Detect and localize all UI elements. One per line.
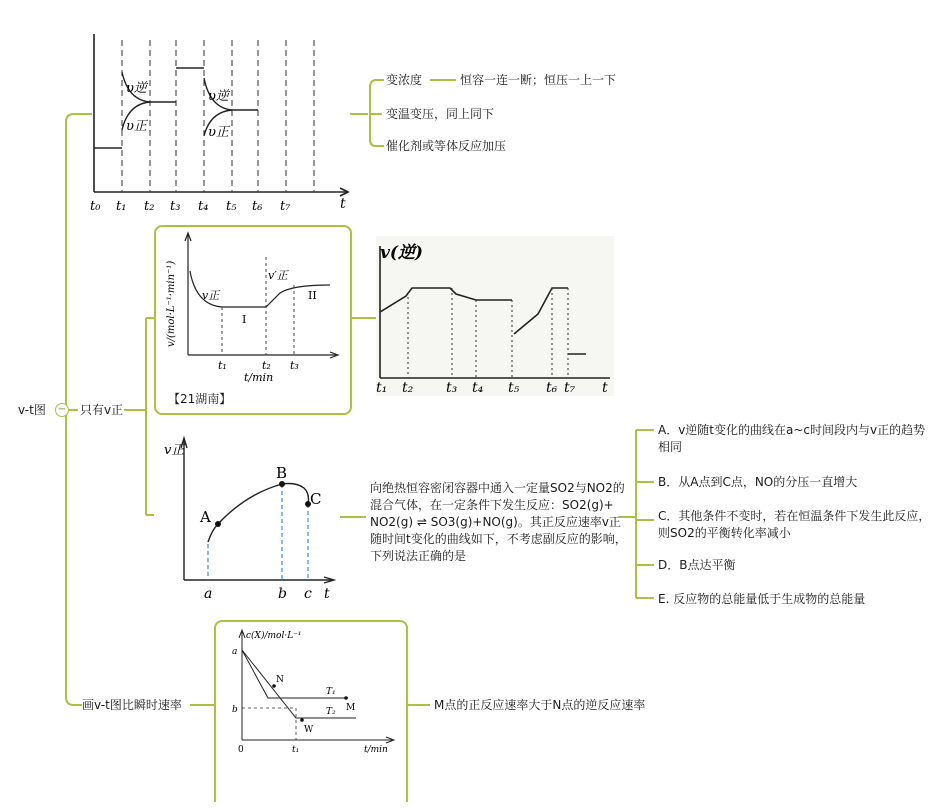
root-label[interactable]: v-t图 <box>18 403 46 417</box>
fig1-label-v-reverse-1: υ逆 <box>126 81 147 96</box>
node-temperature-pressure[interactable]: 变温变压，同上同下 <box>386 107 495 121</box>
node-catalyst[interactable]: 催化剂或等体反应加压 <box>386 139 507 153</box>
fig1-tick: t₄ <box>198 199 209 214</box>
fig3-tick: t₇ <box>564 380 576 396</box>
fig5-label-w: W <box>304 725 314 735</box>
node-draw-vt-compare[interactable]: 画v-t图比瞬时速率 <box>82 698 182 712</box>
collapse-toggle[interactable] <box>55 403 69 417</box>
fig1-label-v-forward-1: υ正 <box>126 119 147 134</box>
fig5-label-b: b <box>232 705 238 715</box>
fig5-label-a: a <box>232 647 238 657</box>
option-c[interactable]: C．其他条件不变时，若在恒温条件下发生此反应，则SO2的平衡转化率减小 <box>658 509 931 540</box>
fig4-y-label: v正 <box>164 443 185 458</box>
fig5-label-origin: 0 <box>238 745 244 755</box>
fig3-tick: t₅ <box>508 380 520 396</box>
fig4-tick: b <box>278 586 287 602</box>
fig1-tick: t₀ <box>90 199 101 214</box>
option-a[interactable]: A．v逆随t变化的曲线在a~c时间段内与v正的趋势相同 <box>658 423 926 454</box>
fig3-tick: t₆ <box>546 380 558 396</box>
fig5-label-n: N <box>276 675 284 685</box>
question-text[interactable]: 向绝热恒容密闭容器中通入一定量SO2与NO2的混合气体，在一定条件下发生反应：SO2(g)+ NO2(g) ⇌ SO3(g)+NO(g)。其正反应速率v正随时间t变化的曲线如下，不考虑副反应的影响，下列说法正确的是 <box>370 481 627 563</box>
fig1-tick: t₇ <box>280 199 291 214</box>
fig2-region-2: II <box>308 289 317 302</box>
fig4-point-b: B <box>276 464 288 482</box>
figure-hunan-chart <box>156 227 350 387</box>
fig3-tick: t₂ <box>402 380 414 396</box>
fig1-tick: t₃ <box>170 199 181 214</box>
fig3-y-label: v(逆) <box>380 243 423 263</box>
fig2-y-label: v/(mol·L⁻¹·min⁻¹) <box>166 260 177 347</box>
fig5-label-t1-curve: T₁ <box>326 687 336 697</box>
node-conclusion[interactable]: M点的正反应速率大于N点的逆反应速率 <box>434 698 646 712</box>
fig5-x-label: t/min <box>364 745 388 755</box>
fig2-tick: t₃ <box>290 359 299 372</box>
fig2-source: 【21湖南】 <box>168 392 232 406</box>
fig3-tick: t₄ <box>472 380 484 396</box>
option-d[interactable]: D．B点达平衡 <box>658 558 736 572</box>
node-change-concentration[interactable]: 变浓度 <box>386 73 423 87</box>
figure-v-reverse-chart <box>376 236 614 396</box>
fig1-tick: t₆ <box>252 199 263 214</box>
fig1-axis-t: t <box>340 196 346 212</box>
fig2-tick: t₂ <box>262 359 271 372</box>
figure-concentration-vt <box>88 30 350 216</box>
fig4-point-a: A <box>200 508 211 526</box>
fig3-tick: t₁ <box>376 380 388 396</box>
fig1-label-v-reverse-2: υ逆 <box>208 89 229 104</box>
node-only-v-forward[interactable]: 只有v正 <box>80 403 124 417</box>
fig5-label-t2-curve: T₂ <box>326 707 336 717</box>
figure-hunan-box <box>154 225 352 415</box>
fig1-tick: t₂ <box>144 199 155 214</box>
fig5-y-label: c(X)/mol·L⁻¹ <box>246 631 302 641</box>
fig2-tick: t₁ <box>218 359 227 372</box>
fig4-point-c: C <box>310 490 322 508</box>
fig1-label-v-forward-2: υ正 <box>208 125 229 140</box>
option-b[interactable]: B．从A点到C点，NO的分压一直增大 <box>658 475 858 489</box>
fig5-label-t1: t₁ <box>292 745 300 755</box>
figure-concentration-chart <box>216 622 406 762</box>
fig4-tick: t <box>324 586 330 602</box>
option-e[interactable]: E. 反应物的总能量低于生成物的总能量 <box>658 592 866 606</box>
figure-abc-curve <box>156 432 340 604</box>
fig2-region-1: I <box>242 313 247 326</box>
minus-icon: − <box>57 404 67 415</box>
fig4-tick: a <box>204 586 213 602</box>
figure-concentration-box <box>214 620 408 802</box>
fig4-tick: c <box>304 586 312 602</box>
fig1-tick: t₁ <box>116 199 127 214</box>
fig3-tick: t₃ <box>446 380 458 396</box>
fig1-tick: t₅ <box>226 199 237 214</box>
fig5-label-m: M <box>346 703 356 713</box>
fig3-tick: t <box>602 380 608 396</box>
fig2-label-v-forward-prime: v′正 <box>268 269 288 282</box>
node-concentration-rule[interactable]: 恒容一连一断；恒压一上一下 <box>460 73 617 87</box>
fig2-label-v-forward: v正 <box>202 289 220 302</box>
fig2-x-label: t/min <box>244 371 274 384</box>
